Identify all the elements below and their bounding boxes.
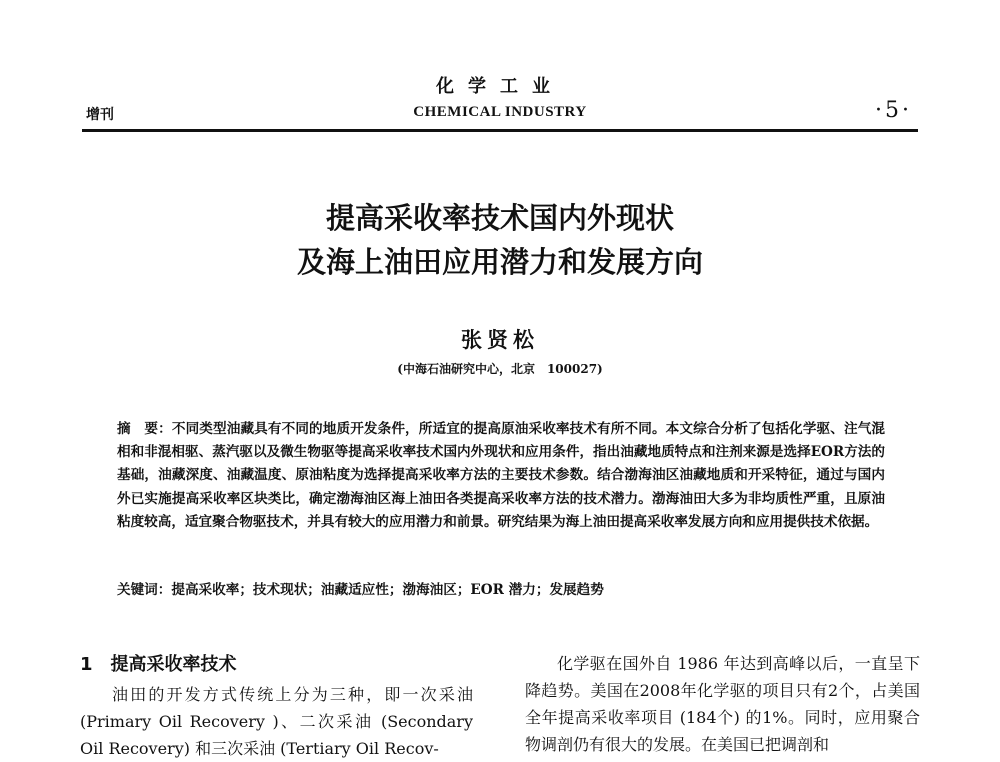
section-heading: 1 提高采收率技术 — [80, 654, 237, 675]
abstract-text: 不同类型油藏具有不同的地质开发条件，所适宜的提高原油采收率技术有所不同。本文综合分析了包括化学驱、注气混相和非混相驱、蒸汽驱以及微生物驱等提高采收率技术国内外现状和应用条件，指出油藏地质特点和注剂来源是选择EOR方法的基础，油藏深度、油藏温度、原油粘度为选择提高采收率方法的主要技术参数。结合渤海油区油藏地质和开采特征，通过与国内外已实施提高采收率区块类比，确定渤海油区海上油田各类提高采收率方法的技术潜力。渤海油田大多为非均质性严重，且原油粘度较高，适宜聚合物驱技术，并具有较大的应用潜力和前景。研究结果为海上油田提高采收率发展方向和应用提供技术依据。 — [117, 421, 886, 530]
author-affiliation: (中海石油研究中心，北京 100027) — [397, 362, 603, 376]
keywords-label: 关键词： — [117, 582, 172, 598]
abstract-label: 摘 要： — [117, 421, 172, 437]
page-number: ·5· — [875, 98, 912, 123]
article-title-line-2: 及海上油田应用潜力和发展方向 — [296, 245, 703, 279]
abstract — [117, 418, 885, 534]
supplement-label: 增刊 — [86, 107, 114, 123]
article-title-line-1: 提高采收率技术国内外现状 — [325, 201, 674, 235]
keywords-text: 提高采收率；技术现状；油藏适应性；渤海油区；EOR 潜力；发展趋势 — [171, 582, 604, 598]
journal-title-chinese: 化学工业 — [436, 76, 564, 97]
header-rule — [82, 129, 918, 132]
body-left-column: 油田的开发方式传统上分为三种，即一次采油 (Primary Oil Recovery )、二次采油 (Secondary Oil Recovery) 和三次采油 (Tertiary Oil Recov- — [80, 685, 473, 758]
keywords — [117, 578, 885, 598]
journal-title-english: CHEMICAL INDUSTRY — [413, 104, 587, 120]
author-name: 张贤松 — [461, 327, 539, 352]
body-right-column: 化学驱在国外自 1986 年达到高峰以后，一直呈下降趋势。美国在2008年化学驱的项目只有2个，占美国全年提高采收率项目 (184个) 的1%。同时，应用聚合物调剖仍有很大的发展。在美国已把调剖和 — [525, 654, 920, 754]
